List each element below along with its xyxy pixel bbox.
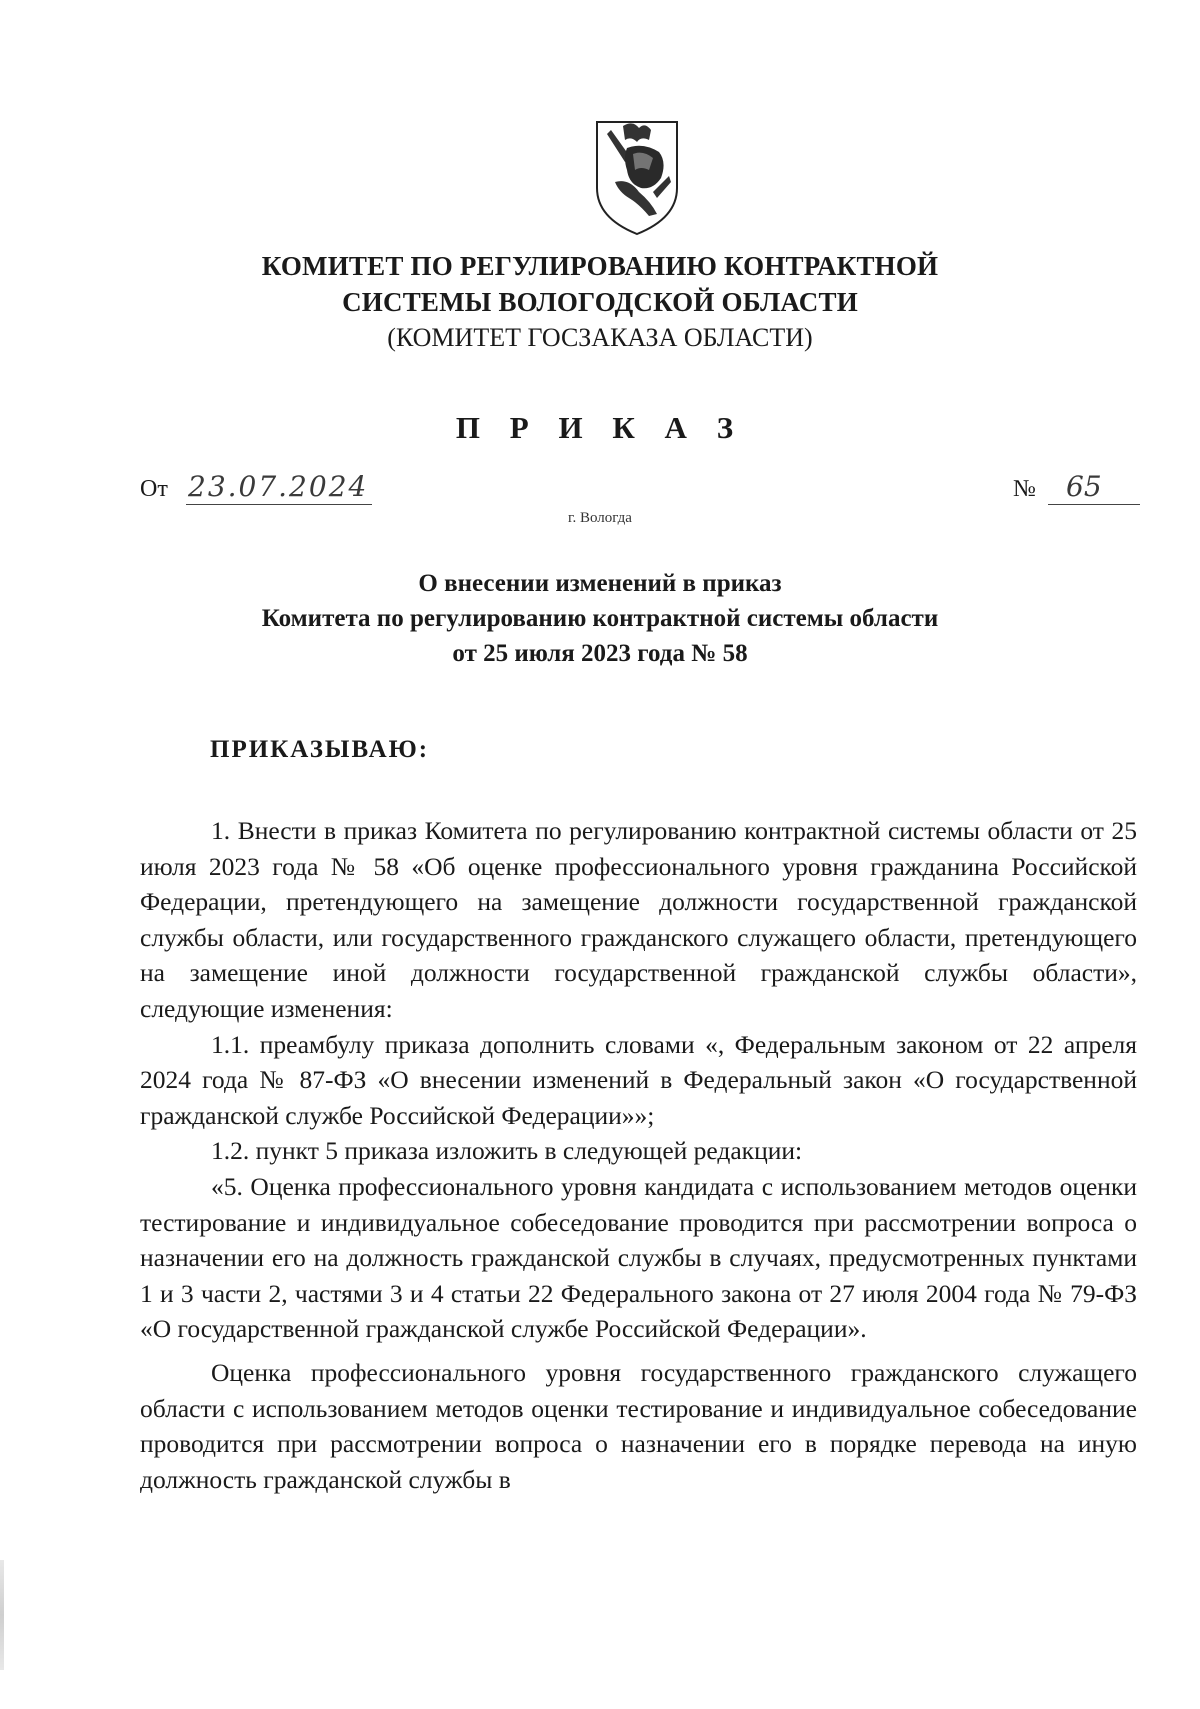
organization-short-name: (КОМИТЕТ ГОСЗАКАЗА ОБЛАСТИ) (387, 323, 813, 352)
order-directive: ПРИКАЗЫВАЮ: (210, 736, 430, 763)
organization-name-line-1: КОМИТЕТ ПО РЕГУЛИРОВАНИЮ КОНТРАКТНОЙ (261, 251, 939, 281)
body-paragraph-1: 1. Внести в приказ Комитета по регулированию контрактной системы области от 25 июля 2023 года № 58 «Об оценке профессионального уровня гражданина Российской Федерации, претендующего на замещение должности государственной гражданской службы области, или государственного гражданского служащего области, претендующего на замещение иной должности государственной гражданской службы области», следующие изменения: (140, 816, 1137, 1023)
organization-header (0, 248, 1200, 356)
organization-name-line-2: СИСТЕМЫ ВОЛОГОДСКОЙ ОБЛАСТИ (342, 287, 858, 317)
document-type: П Р И К А З (455, 410, 745, 445)
body-paragraph-5: Оценка профессионального уровня государственного гражданского служащего области с использованием методов оценки тестирование и индивидуальное собеседование проводится при рассмотрении вопроса о назначении его в порядке перевода на иную должность гражданской службы в (140, 1357, 1137, 1494)
title-line-2: Комитета по регулированию контрактной системы области (261, 605, 939, 632)
number-label: № (1013, 476, 1036, 502)
body-paragraph-4: «5. Оценка профессионального уровня кандидата с использованием методов оценки тестирование и индивидуальное собеседование проводится при рассмотрении вопроса о назначении его на должность гражданской службы в случаях, предусмотренных пунктами 1 и 3 части 2, частями 3 и 4 статьи 22 Федерального закона от 27 июля 2004 года № 79-ФЗ «О государственной гражданской службе Российской Федерации». (140, 1171, 1137, 1344)
document-title (0, 566, 1200, 671)
body-paragraph-2: 1.1. преамбулу приказа дополнить словами «, Федеральным законом от 22 апреля 2024 года № 87-ФЗ «О внесении изменений в Федеральный закон «О государственной гражданской службе Российской Федерации»»; (140, 1029, 1137, 1130)
date-number-row (140, 470, 1140, 510)
number-value: 65 (1048, 470, 1140, 505)
date-value: 23.07.2024 (186, 470, 372, 505)
body-paragraph-3: 1.2. пункт 5 приказа изложить в следующей редакции: (211, 1136, 803, 1166)
title-line-1: О внесении изменений в приказ (418, 570, 782, 597)
title-line-3: от 25 июля 2023 года № 58 (452, 640, 748, 667)
document-body (140, 813, 1137, 1497)
city-name: г. Вологда (568, 510, 632, 526)
date-label: От (140, 476, 168, 502)
scan-edge-mark (0, 1560, 4, 1670)
vologda-coat-of-arms-icon (593, 118, 683, 238)
